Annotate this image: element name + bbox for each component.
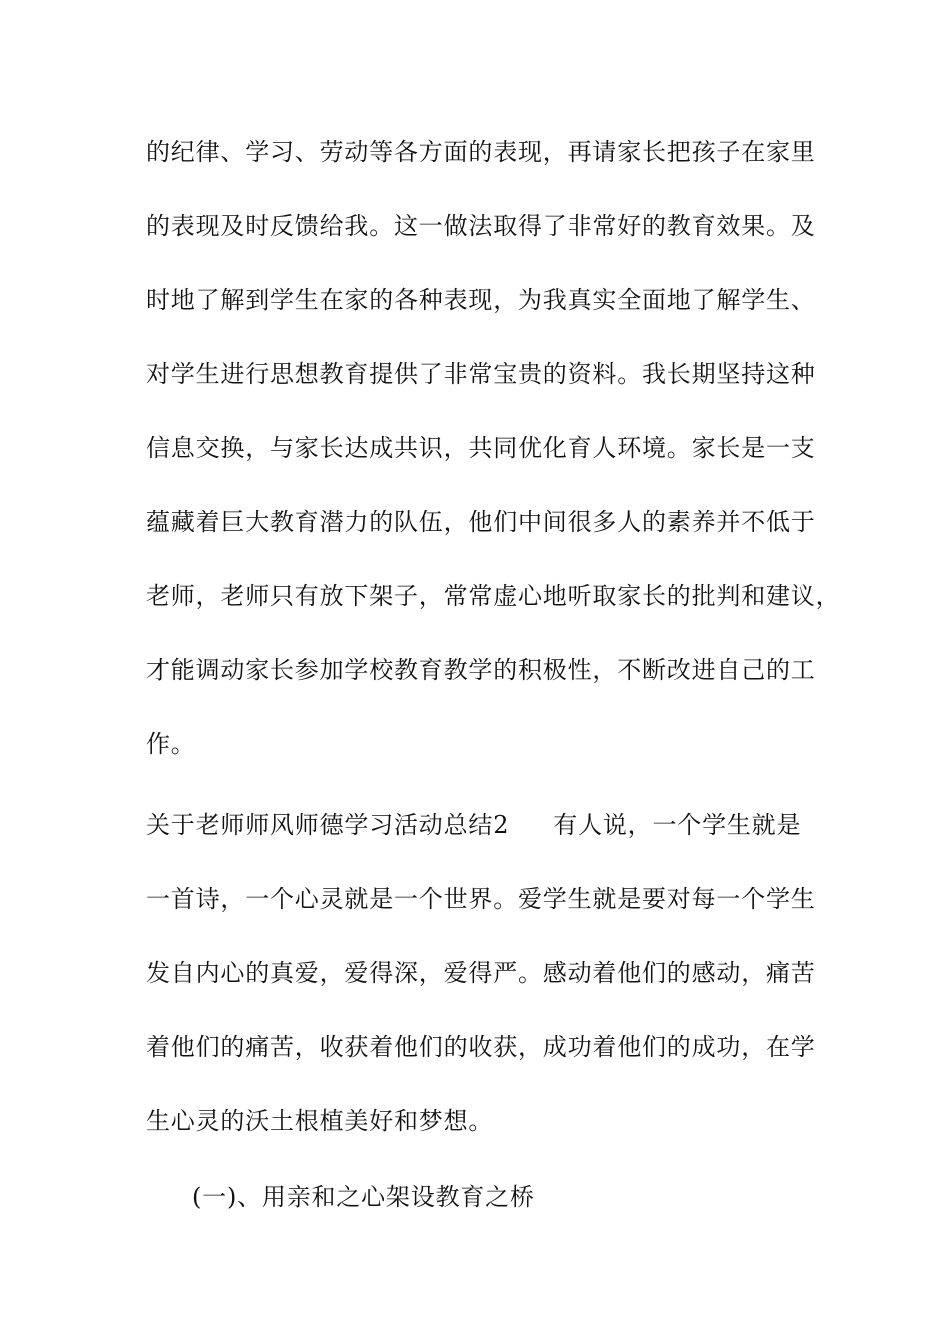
body-text-line: 的表现及时反馈给我。这一做法取得了非常好的教育效果。及 — [146, 212, 816, 240]
body-text-line: 蕴藏着巨大教育潜力的队伍，他们中间很多人的素养并不低于 — [146, 508, 816, 536]
body-text-line: 时地了解到学生在家的各种表现，为我真实全面地了解学生、 — [146, 286, 816, 314]
body-text-line: 老师，老师只有放下架子，常常虚心地听取家长的批判和建议， — [146, 582, 841, 610]
body-text-line: 一首诗，一个心灵就是一个世界。爱学生就是要对每一个学生 — [146, 885, 816, 913]
body-text-line: 发自内心的真爱，爱得深，爱得严。感动着他们的感动，痛苦 — [146, 959, 816, 987]
body-text-line: 的纪律、学习、劳动等各方面的表现，再请家长把孩子在家里 — [146, 138, 816, 166]
body-text-line: 才能调动家长参加学校教育教学的积极性，不断改进自己的工 — [146, 656, 816, 684]
section-line — [146, 810, 801, 840]
body-text-line: 信息交换，与家长达成共识，共同优化育人环境。家长是一支 — [146, 434, 816, 462]
subheading: (一)、用亲和之心架设教育之桥 — [192, 1183, 535, 1211]
body-text-line: 生心灵的沃土根植美好和梦想。 — [146, 1107, 494, 1135]
body-text-inline: 有人说，一个学生就是 — [553, 811, 802, 839]
section-title: 关于老师师风师德学习活动总结2 — [146, 811, 510, 839]
body-text-line: 对学生进行思想教育提供了非常宝贵的资料。我长期坚持这种 — [146, 360, 816, 388]
body-text-line: 着他们的痛苦，收获着他们的收获，成功着他们的成功，在学 — [146, 1033, 816, 1061]
body-text-line: 作。 — [146, 730, 196, 758]
